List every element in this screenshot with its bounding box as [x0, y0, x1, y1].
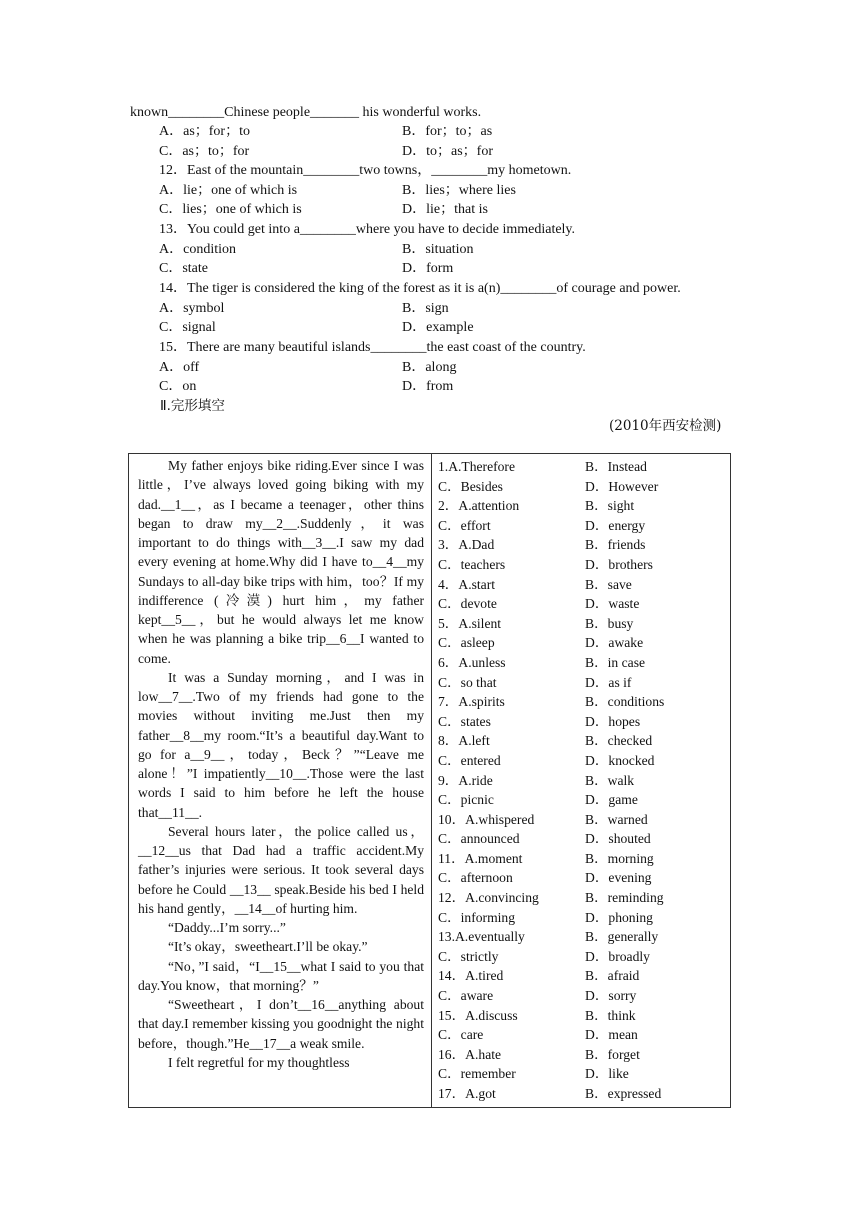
option-right: D．hopes	[585, 713, 641, 729]
option-right: D．awake	[585, 635, 644, 651]
passage-paragraph: It was a Sunday morning，and I was in low__7__.Two of my friends had gone to the movies without inviting me.Just then my father__8__my room.“It’s a beautiful day.Want to go for a__9__，today，Beck？”“Leave me alone！”I impatiently__10__.Those were the last words I said to him before he left the house that__11__.	[138, 669, 424, 820]
question-11-stem-tail: known________Chinese people_______ his wonderful works.	[130, 105, 482, 120]
option-row	[438, 1084, 728, 1104]
option-right: B．afraid	[585, 968, 640, 984]
option-left: 16．A.hate	[438, 1046, 502, 1062]
q11-option-c: C．as；to；for	[159, 144, 250, 159]
option-row	[438, 810, 728, 830]
option-right: B．think	[585, 1007, 636, 1023]
option-left: 11．A.moment	[438, 850, 523, 866]
option-left: C．strictly	[438, 948, 499, 964]
option-left: 13.A.eventually	[438, 929, 525, 945]
option-left: C．effort	[438, 517, 491, 533]
cloze-passage	[138, 456, 424, 1072]
question-14-stem: 14．The tiger is considered the king of the forest as it is a(n)________of courage and power.	[159, 281, 681, 296]
cloze-options	[438, 457, 728, 1104]
option-right: B．expressed	[585, 1086, 662, 1101]
option-left: C．entered	[438, 752, 501, 768]
q13-option-d: D．form	[402, 261, 454, 276]
cloze-table	[128, 453, 731, 1108]
option-left: C．Besides	[438, 478, 503, 494]
option-row	[438, 927, 728, 947]
option-row	[438, 771, 728, 791]
option-row	[438, 1006, 728, 1026]
option-right: D．sorry	[585, 988, 637, 1004]
option-left: C．remember	[438, 1066, 516, 1082]
passage-paragraph: “Daddy...I’m sorry...”	[168, 920, 286, 935]
passage-paragraph: I felt regretful for my thoughtless	[168, 1054, 350, 1070]
option-left: 4．A.start	[438, 576, 496, 592]
option-right: D．phoning	[585, 909, 653, 925]
option-left: C．aware	[438, 988, 494, 1004]
q12-option-d: D．lie；that is	[402, 202, 488, 217]
option-row	[438, 633, 728, 653]
q12-option-c: C．lies；one of which is	[159, 202, 302, 217]
option-left: 1.A.Therefore	[438, 459, 515, 474]
q15-option-a: A．off	[159, 360, 200, 375]
option-row	[438, 908, 728, 928]
option-row	[438, 1064, 728, 1084]
option-row	[438, 457, 728, 477]
option-row	[438, 692, 728, 712]
option-right: D．as if	[585, 674, 632, 690]
option-left: C．care	[438, 1027, 484, 1043]
option-row	[438, 829, 728, 849]
q13-option-c: C．state	[159, 261, 208, 276]
q14-option-a: A．symbol	[159, 301, 225, 316]
option-right: B．morning	[585, 850, 654, 866]
option-right: B．generally	[585, 929, 659, 945]
option-right: B．sight	[585, 498, 635, 514]
option-row	[438, 594, 728, 614]
option-row	[438, 868, 728, 888]
option-row	[438, 555, 728, 575]
q11-option-a: A．as；for；to	[159, 124, 250, 139]
option-left: C．teachers	[438, 556, 506, 572]
option-row	[438, 712, 728, 732]
q15-option-d: D．from	[402, 379, 454, 394]
option-right: D．mean	[585, 1027, 638, 1043]
q11-option-d: D．to；as；for	[402, 144, 493, 159]
option-right: D．knocked	[585, 752, 655, 768]
option-right: B．forget	[585, 1046, 640, 1062]
q13-option-b: B．situation	[402, 242, 474, 257]
q15-option-b: B．along	[402, 360, 457, 375]
option-left: 15．A.discuss	[438, 1007, 518, 1023]
q14-option-d: D．example	[402, 320, 474, 335]
option-left: C．announced	[438, 831, 520, 847]
option-right: D．However	[585, 478, 659, 494]
option-row	[438, 947, 728, 967]
option-left: 6．A.unless	[438, 654, 506, 670]
option-row	[438, 888, 728, 908]
option-left: 3．A.Dad	[438, 537, 495, 553]
q14-option-b: B．sign	[402, 301, 449, 316]
option-left: 5．A.silent	[438, 615, 502, 631]
q13-option-a: A．condition	[159, 242, 236, 257]
option-row	[438, 653, 728, 673]
option-left: C．picnic	[438, 792, 494, 808]
option-right: B．conditions	[585, 694, 665, 710]
option-row	[438, 966, 728, 986]
option-row	[438, 614, 728, 634]
option-row	[438, 496, 728, 516]
option-right: B．reminding	[585, 890, 664, 906]
question-13-stem: 13．You could get into a________where you have to decide immediately.	[159, 222, 576, 237]
option-row	[438, 1045, 728, 1065]
option-left: C．so that	[438, 674, 497, 690]
q11-option-b: B．for；to；as	[402, 124, 493, 139]
source-note: (2010年西安检测)	[609, 418, 722, 434]
option-right: D．like	[585, 1066, 629, 1082]
option-left: 10．A.whispered	[438, 811, 535, 827]
option-right: D．energy	[585, 517, 646, 533]
option-left: C．states	[438, 713, 491, 729]
option-row	[438, 477, 728, 497]
option-right: B．warned	[585, 811, 648, 827]
passage-paragraph: My father enjoys bike riding.Ever since I was little，I’ve always loved going biking with my dad.__1__，as I became a teenager，other thins began to draw my__2__.Suddenly，it was important to do things with__3__.I saw my dad every evening at home.Why did I have to__4__my Sundays to all-day bike trips with him，too？If my indifference (冷漠) hurt him，my father kept__5__，but he would always let me know when he was planning a bike trip__6__I wanted to come.	[138, 458, 424, 666]
option-right: B．Instead	[585, 459, 647, 474]
passage-paragraph: “It’s okay，sweetheart.I’ll be okay.”	[168, 939, 368, 955]
option-left: C．afternoon	[438, 870, 513, 886]
option-left: 7．A.spirits	[438, 694, 505, 710]
option-row	[438, 673, 728, 693]
option-right: B．friends	[585, 537, 646, 553]
option-left: C．informing	[438, 909, 516, 925]
option-left: 12．A.convincing	[438, 890, 539, 906]
section-title: Ⅱ.完形填空	[160, 398, 225, 414]
question-12-stem: 12．East of the mountain________two towns，________my hometown.	[159, 163, 572, 178]
option-right: B．walk	[585, 772, 635, 788]
q12-option-b: B．lies；where lies	[402, 183, 516, 198]
option-left: 9．A.ride	[438, 772, 493, 788]
column-divider	[431, 454, 432, 1107]
option-left: 14．A.tired	[438, 968, 504, 984]
option-row	[438, 751, 728, 771]
option-row	[438, 516, 728, 536]
option-right: B．checked	[585, 733, 653, 749]
passage-paragraph: Several hours later，the police called us，__12__us that Dad had a traffic accident.My father’s injuries were serious. It took several days before he Could __13__ speak.Beside his bed I held his hand gently，__14__of hurting him.	[138, 823, 424, 916]
option-right: D．waste	[585, 596, 640, 612]
question-15-stem: 15．There are many beautiful islands________the east coast of the country.	[159, 340, 586, 355]
option-right: D．shouted	[585, 831, 651, 847]
option-row	[438, 535, 728, 555]
option-left: C．devote	[438, 596, 497, 612]
option-right: B．in case	[585, 654, 646, 670]
passage-paragraph: “No，”I said，“I__15__what I said to you that day.You know，that morning？”	[138, 958, 424, 993]
option-right: B．busy	[585, 615, 634, 631]
q14-option-c: C．signal	[159, 320, 216, 335]
option-row	[438, 849, 728, 869]
option-right: D．broadly	[585, 948, 650, 964]
option-right: B．save	[585, 576, 632, 592]
option-left: C．asleep	[438, 635, 495, 651]
option-row	[438, 731, 728, 751]
option-right: D．evening	[585, 870, 652, 886]
option-left: 8．A.left	[438, 733, 490, 749]
option-right: D．brothers	[585, 556, 653, 572]
option-row	[438, 1025, 728, 1045]
q15-option-c: C．on	[159, 379, 197, 394]
option-row	[438, 986, 728, 1006]
option-row	[438, 575, 728, 595]
option-row	[438, 790, 728, 810]
option-right: D．game	[585, 792, 638, 808]
option-left: 2．A.attention	[438, 498, 520, 514]
option-left: 17．A.got	[438, 1086, 496, 1101]
passage-paragraph: “Sweetheart，I don’t__16__anything about that day.I remember kissing you goodnight the night before，though.”He__17__a weak smile.	[138, 997, 424, 1051]
q12-option-a: A．lie；one of which is	[159, 183, 298, 198]
